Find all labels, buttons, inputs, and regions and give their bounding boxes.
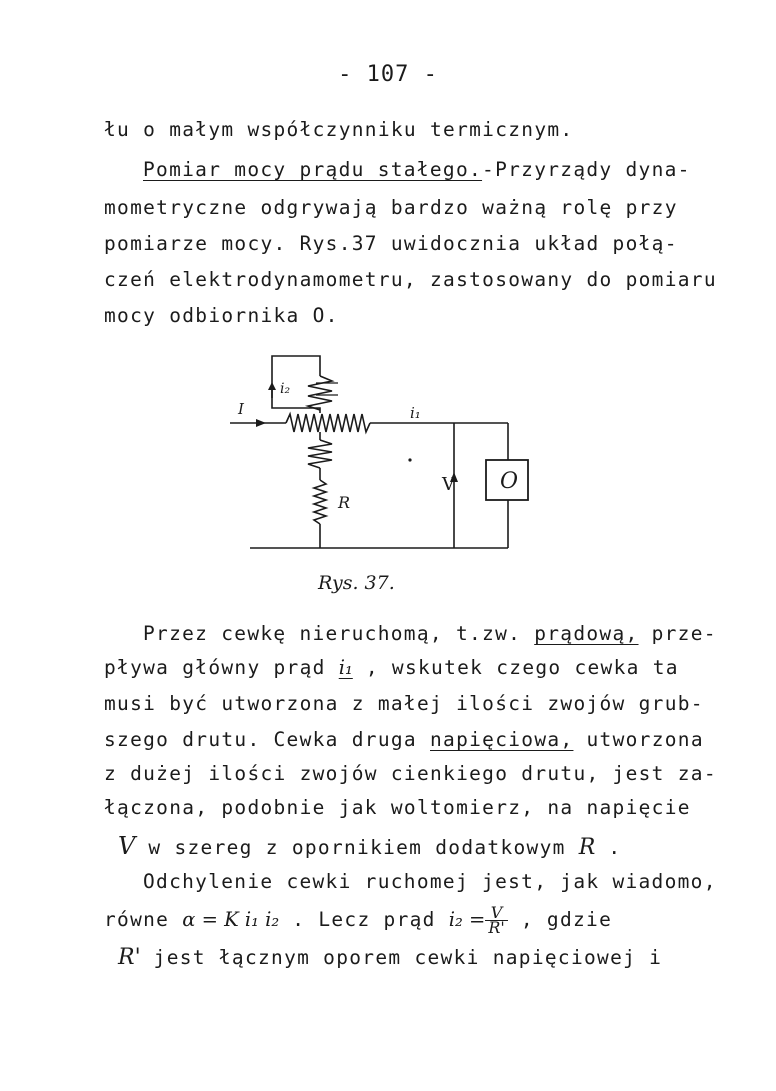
handwritten-i2-eq: i₂ =: [448, 908, 486, 931]
text-fragment: pływa główny prąd: [104, 656, 339, 679]
text-line: łączona, podobnie jak woltomierz, na napięcie: [104, 796, 691, 819]
current-coil-resistor: [286, 414, 370, 432]
text-line: z dużej ilości zwojów cienkiego drutu, jest za-: [104, 762, 717, 785]
text-fragment: szego drutu. Cewka druga: [104, 728, 430, 751]
arrow-head-i2: [268, 382, 276, 390]
text-fragment: Przez cewkę nieruchomą, t.zw.: [143, 622, 535, 645]
text-line: mocy odbiornika O.: [104, 304, 339, 327]
label-i1: i₁: [410, 404, 421, 422]
text-fragment: , wskutek czego cewka ta: [352, 656, 679, 679]
term-current-coil: prądową,: [534, 622, 639, 645]
label-i2: i₂: [280, 381, 291, 397]
text-line: [104, 728, 704, 752]
label-R: R: [338, 493, 351, 512]
arrow-head-I: [256, 419, 266, 427]
handwritten-formula: α = K i₁ i₂: [182, 908, 280, 931]
text-fragment: równe: [104, 908, 183, 931]
text-fragment: jest łącznym oporem cewki napięciowej i: [140, 946, 663, 969]
text-line: łu o małym współczynniku termicznym.: [104, 118, 574, 141]
fraction-numerator: V: [485, 906, 507, 921]
term-voltage-coil: napięciowa,: [430, 728, 574, 751]
text-line: Odchylenie cewki ruchomej jest, jak wiadomo,: [143, 870, 717, 893]
text-line: musi być utworzona z małej ilości zwojów grub-: [104, 692, 704, 715]
text-line: [143, 158, 691, 182]
handwritten-fraction: [485, 903, 507, 937]
label-O: O: [500, 469, 519, 494]
label-V: V: [442, 474, 455, 495]
page-number: - 107 -: [338, 62, 438, 87]
handwritten-R-prime: R': [118, 945, 141, 970]
circuit-figure: [220, 348, 540, 558]
text-line: [118, 946, 662, 970]
text-fragment: .: [595, 836, 622, 859]
label-I: I: [238, 400, 244, 418]
handwritten-i1: i₁: [338, 656, 353, 679]
text-line: [104, 903, 613, 937]
text-line: mometryczne odgrywają bardzo ważną rolę przy: [104, 196, 678, 219]
handwritten-R: R: [578, 835, 596, 860]
text-fragment: w szereg z opornikiem dodatkowym: [135, 836, 579, 859]
text-fragment: prze-: [638, 622, 717, 645]
fraction-denominator: R': [488, 918, 505, 937]
voltage-coil-lower: [308, 440, 332, 468]
figure-caption: Rys. 37.: [318, 572, 395, 594]
text-fragment: utworzona: [573, 728, 704, 751]
text-fragment: -Przyrządy dyna-: [482, 158, 691, 181]
voltage-coil-upper: [308, 376, 332, 410]
text-line: pomiarze mocy. Rys.37 uwidocznia układ połą-: [104, 232, 678, 255]
text-line: [143, 622, 717, 646]
text-line: [104, 656, 679, 680]
section-heading: Pomiar mocy prądu stałego.: [143, 158, 483, 181]
text-fragment: , gdzie: [507, 908, 613, 931]
circuit-diagram: [220, 348, 540, 558]
text-line: [118, 834, 621, 860]
text-line: czeń elektrodynamometru, zastosowany do pomiaru: [104, 268, 717, 291]
text-fragment: . Lecz prąd: [279, 908, 449, 931]
resistor-R: [314, 480, 326, 524]
handwritten-V: V: [118, 832, 136, 860]
